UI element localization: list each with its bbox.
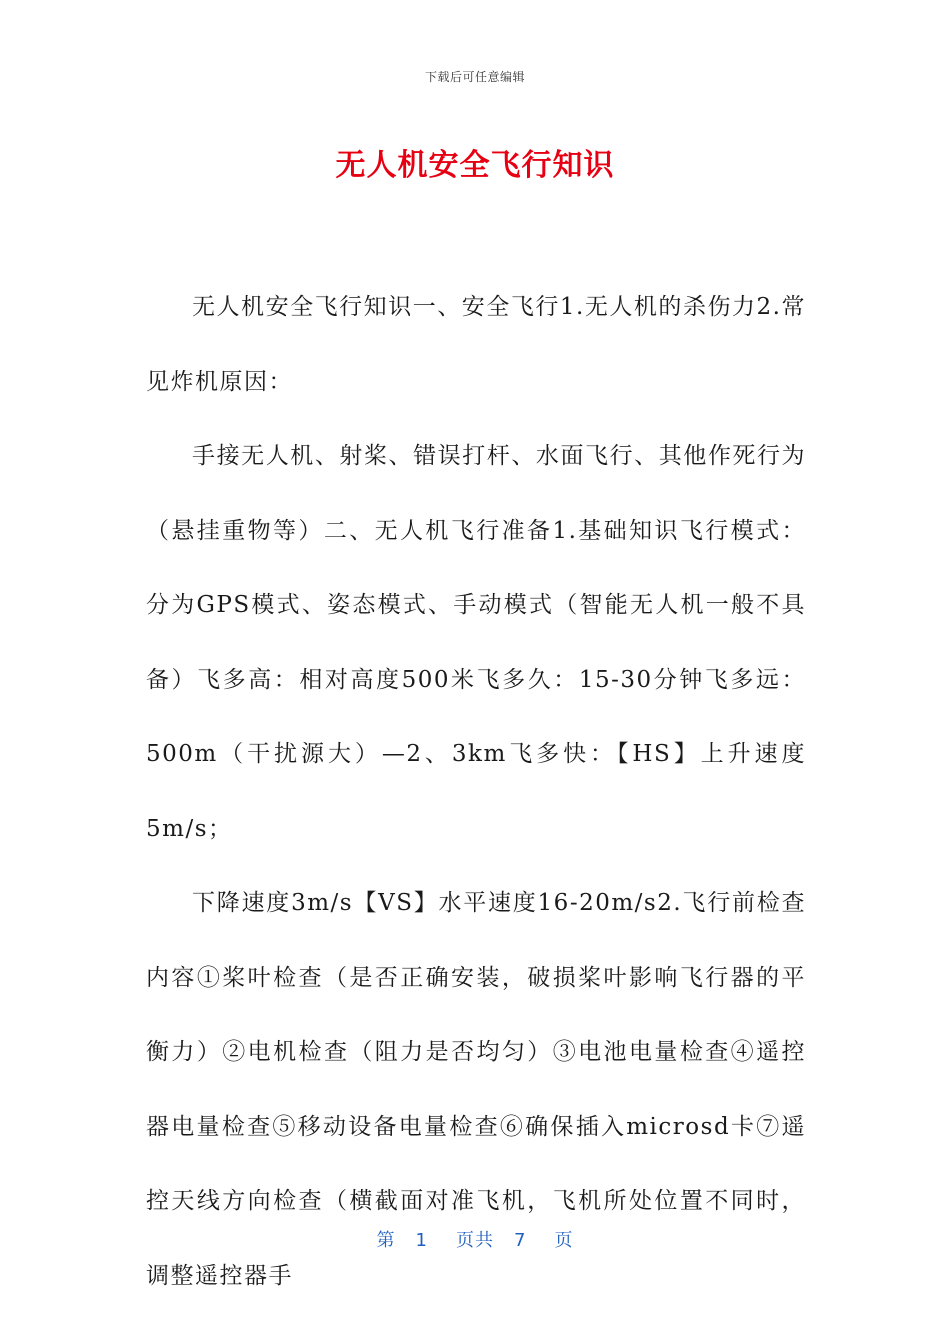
footer-current-page: 1: [415, 1230, 428, 1251]
document-title: 无人机安全飞行知识: [335, 148, 615, 183]
page-footer: [0, 1226, 950, 1252]
footer-suffix: 页: [554, 1230, 574, 1251]
paragraph: 无人机安全飞行知识一、安全飞行1.无人机的杀伤力2.常见炸机原因：: [146, 294, 806, 395]
header-note: 下载后可任意编辑: [424, 70, 525, 84]
footer-middle: 页共: [456, 1230, 494, 1251]
paragraph: 下降速度3m/s【VS】水平速度16-20m/s2.飞行前检查内容①桨叶检查（是否正确安装，破损桨叶影响飞行器的平衡力）②电机检查（阻力是否均匀）③电池电量检查④遥控器电量检查⑤移动设备电量检查⑥确保插入microsd卡⑦遥控天线方向检查（横截面对准飞机，飞机所处位置不同时，调整遥控器手: [146, 890, 806, 1289]
footer-prefix: 第: [376, 1230, 396, 1251]
document-body: [146, 270, 806, 1313]
paragraph: 手接无人机、射桨、错误打杆、水面飞行、其他作死行为（悬挂重物等）二、无人机飞行准备1.基础知识飞行模式：分为GPS模式、姿态模式、手动模式（智能无人机一般不具备）飞多高：相对高度500米飞多久：15-30分钟飞多远：500m（干扰源大）—2、3km飞多快：【HS】上升速度5m/s；: [146, 443, 806, 842]
footer-total-pages: 7: [514, 1230, 527, 1251]
